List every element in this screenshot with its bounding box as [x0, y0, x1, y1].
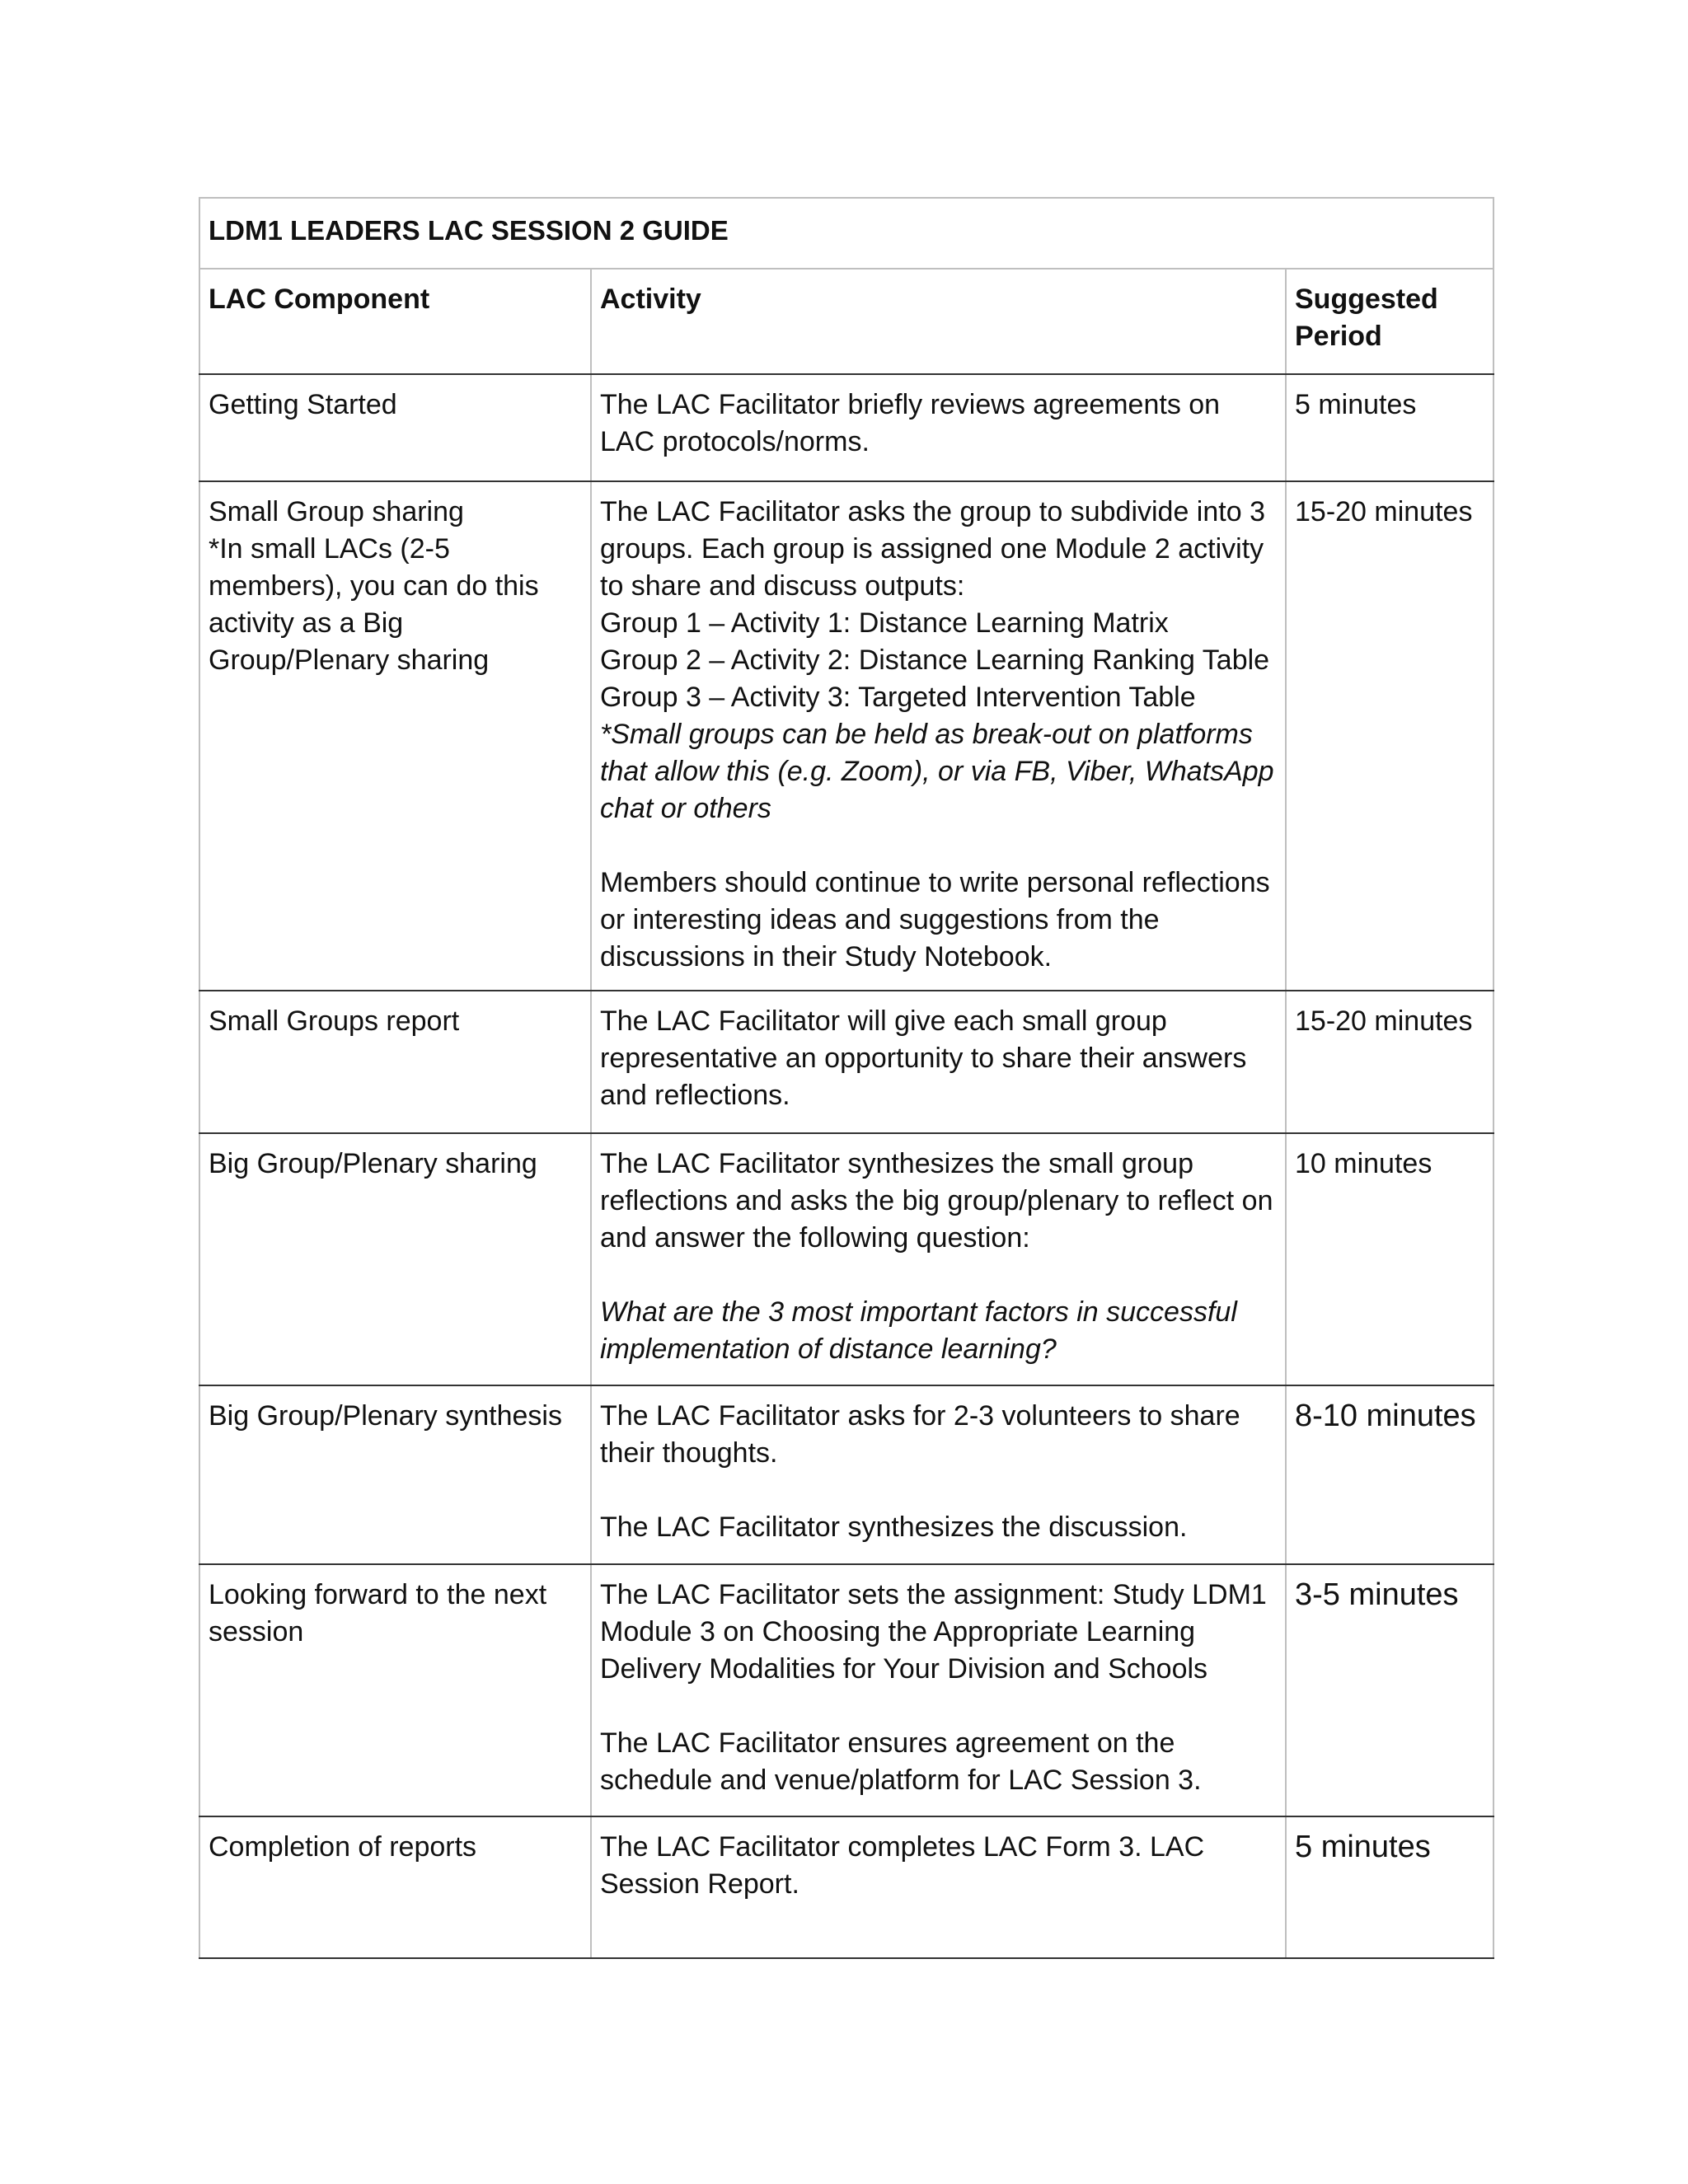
period-cell: 8-10 minutes — [1286, 1385, 1493, 1564]
header-component: LAC Component — [199, 269, 591, 374]
period-cell: 3-5 minutes — [1286, 1564, 1493, 1816]
header-period-line1: Suggested — [1295, 284, 1438, 315]
activity-group-3: Group 3 – Activity 3: Targeted Intervention Table — [600, 682, 1196, 713]
component-cell: Completion of reports — [199, 1816, 591, 1958]
period-cell: 15-20 minutes — [1286, 481, 1493, 991]
period-cell: 10 minutes — [1286, 1133, 1493, 1385]
period-cell: 15-20 minutes — [1286, 991, 1493, 1133]
header-row — [199, 269, 1493, 374]
activity-text: The LAC Facilitator synthesizes the small group reflections and asks the big group/plenary to reflect on and answer the following question: — [600, 1148, 1273, 1254]
component-cell: Looking forward to the next session — [199, 1564, 591, 1816]
table-row — [199, 374, 1493, 481]
component-cell: Big Group/Plenary synthesis — [199, 1385, 591, 1564]
activity-cell — [591, 991, 1286, 1133]
activity-cell — [591, 1564, 1286, 1816]
component-note: *In small LACs (2-5 members), you can do this activity as a Big Group/Plenary sharing — [209, 533, 539, 676]
period-cell: 5 minutes — [1286, 374, 1493, 481]
title-row — [199, 198, 1493, 269]
activity-text: The LAC Facilitator completes LAC Form 3. LAC Session Report. — [600, 1831, 1205, 1900]
session-guide-table — [199, 197, 1494, 1959]
table-row — [199, 1133, 1493, 1385]
activity-cell — [591, 1816, 1286, 1958]
table-title: LDM1 LEADERS LAC SESSION 2 GUIDE — [199, 198, 1493, 269]
activity-text-2: The LAC Facilitator synthesizes the discussion. — [600, 1511, 1188, 1543]
table-row — [199, 1385, 1493, 1564]
header-period — [1286, 269, 1493, 374]
activity-text: The LAC Facilitator asks for 2-3 volunteers to share their thoughts. — [600, 1400, 1240, 1469]
component-cell: Small Groups report — [199, 991, 591, 1133]
activity-cell — [591, 1133, 1286, 1385]
table-row — [199, 481, 1493, 991]
activity-text: The LAC Facilitator will give each small group representative an opportunity to share their answers and reflections. — [600, 1005, 1247, 1111]
activity-text: The LAC Facilitator briefly reviews agreements on LAC protocols/norms. — [600, 389, 1221, 457]
component-cell — [199, 481, 591, 991]
activity-group-1: Group 1 – Activity 1: Distance Learning Matrix — [600, 607, 1169, 639]
activity-text: The LAC Facilitator sets the assignment: Study LDM1 Module 3 on Choosing the Appropriate Learning Delivery Modalities for Your Division and Schools — [600, 1579, 1267, 1685]
component-cell: Getting Started — [199, 374, 591, 481]
header-period-line2: Period — [1295, 321, 1382, 352]
activity-cell — [591, 1385, 1286, 1564]
activity-text-2: Members should continue to write personal reflections or interesting ideas and suggestions from the discussions in their Study Notebook. — [600, 867, 1270, 972]
table-row — [199, 1564, 1493, 1816]
component-text: Small Group sharing — [209, 496, 464, 527]
header-activity: Activity — [591, 269, 1286, 374]
activity-question: What are the 3 most important factors in successful implementation of distance learning? — [600, 1296, 1237, 1365]
activity-cell — [591, 481, 1286, 991]
table-row — [199, 1816, 1493, 1958]
activity-cell — [591, 374, 1286, 481]
component-cell: Big Group/Plenary sharing — [199, 1133, 591, 1385]
activity-group-2: Group 2 – Activity 2: Distance Learning Ranking Table — [600, 644, 1270, 676]
activity-text-2: The LAC Facilitator ensures agreement on the schedule and venue/platform for LAC Session 3. — [600, 1727, 1202, 1796]
table-row — [199, 991, 1493, 1133]
period-cell: 5 minutes — [1286, 1816, 1493, 1958]
activity-text: The LAC Facilitator asks the group to subdivide into 3 groups. Each group is assigned one Module 2 activity to share and discuss outputs: — [600, 496, 1265, 602]
activity-note: *Small groups can be held as break-out on platforms that allow this (e.g. Zoom), or via FB, Viber, WhatsApp chat or others — [600, 719, 1274, 824]
